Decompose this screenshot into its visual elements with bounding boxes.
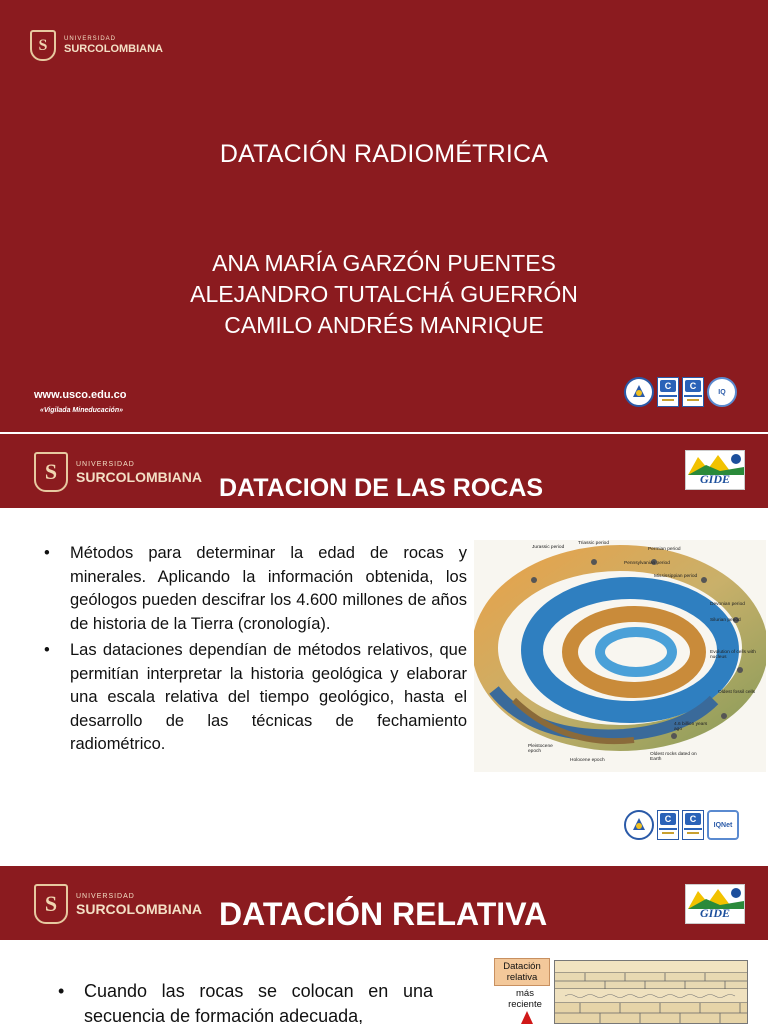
bullet-list [42,542,467,760]
certification-badge-icon: C [682,377,704,407]
author-name: ALEJANDRO TUTALCHÁ GUERRÓN [190,281,578,307]
university-logo [34,452,202,492]
gide-logo-text: GIDE [699,906,730,920]
logo-name: SURCOLOMBIANA [64,43,163,55]
content-slide-datacion-relativa [0,866,768,1024]
certification-badges [624,810,739,840]
figure-label: más reciente [508,988,542,1010]
content-slide-datacion-rocas [0,434,768,864]
shield-logo-icon: S [34,884,68,924]
stratigraphy-image [494,958,748,1024]
logo-name: SURCOLOMBIANA [76,468,202,485]
gide-logo-text: GIDE [699,472,730,486]
figure-label: Devonian period [710,602,745,607]
logo-small-text: UNIVERSIDAD [76,892,135,900]
slide-header [0,866,768,940]
slide-header [0,434,768,508]
slide-title: DATACIÓN RADIOMÉTRICA [219,140,549,168]
geologic-spiral-image [474,540,766,772]
figure-label: Permian period [648,547,681,552]
title-slide [0,0,768,432]
university-logo [34,884,202,924]
certification-badge-icon: C [682,810,704,840]
author-name: CAMILO ANDRÉS MANRIQUE [224,312,544,338]
list-item: • Las dataciones dependían de métodos relativos, que permitían interpretar la historia geológica y elaborar una escala relativa del tiempo geológico, hasta el desarrollo de las técnicas de fechamiento radiométrico. [42,639,467,757]
figure-label: 4.6 billion years ago [674,722,708,732]
gide-logo-icon [685,884,745,924]
author-name: ANA MARÍA GARZÓN PUENTES [212,250,556,276]
certification-badge-icon: C [657,377,679,407]
certification-badge-icon: C [657,810,679,840]
figure-label: Evolution of cells with nucleus [710,650,756,660]
certification-badges [624,377,737,407]
university-logo [30,30,163,61]
figure-label: Holocene epoch [570,758,605,763]
certification-badge-icon [624,377,654,407]
arrow-up-icon [521,1011,533,1024]
slide-title: DATACIÓN RELATIVA [219,896,548,932]
logo-small-text: UNIVERSIDAD [76,460,135,468]
logo-name: SURCOLOMBIANA [76,900,202,917]
certification-badge-icon [624,810,654,840]
figure-label: Pennsylvanian period [624,561,670,566]
figure-label: Silurian period [710,618,741,623]
shield-logo-icon: S [30,30,56,61]
figure-label: Datación relativa [494,958,550,986]
figure-label: Oldest fossil cells [718,690,756,695]
figure-label: Mississippian period [654,574,698,579]
rock-layers [554,960,748,1024]
bullet-list [58,979,433,1024]
figure-label: Jurassic period [532,545,565,550]
gide-logo-icon [685,450,745,490]
logo-small-text: UNIVERSIDAD [64,36,117,42]
figure-label: Pleistocene epoch [528,744,553,754]
figure-label: Triassic period [578,541,610,546]
author-list [0,248,768,341]
shield-logo-icon: S [34,452,68,492]
list-item: • Cuando las rocas se colocan en una secuencia de formación adecuada, [58,979,433,1024]
figure-label: Oldest rocks dated on Earth [650,752,697,762]
certification-badge-icon: IQNet [707,810,739,840]
vigilada-text: «Vigilada Mineducación» [40,407,123,414]
slide-title: DATACION DE LAS ROCAS [219,474,544,502]
certification-badge-icon: IQ [707,377,737,407]
list-item: • Métodos para determinar la edad de rocas y minerales. Aplicando la información obtenida, los geólogos pueden descifrar los 4.600 millones de años de historia de la Tierra (cronología). [42,542,467,636]
website-link[interactable]: www.usco.edu.co [34,389,127,401]
